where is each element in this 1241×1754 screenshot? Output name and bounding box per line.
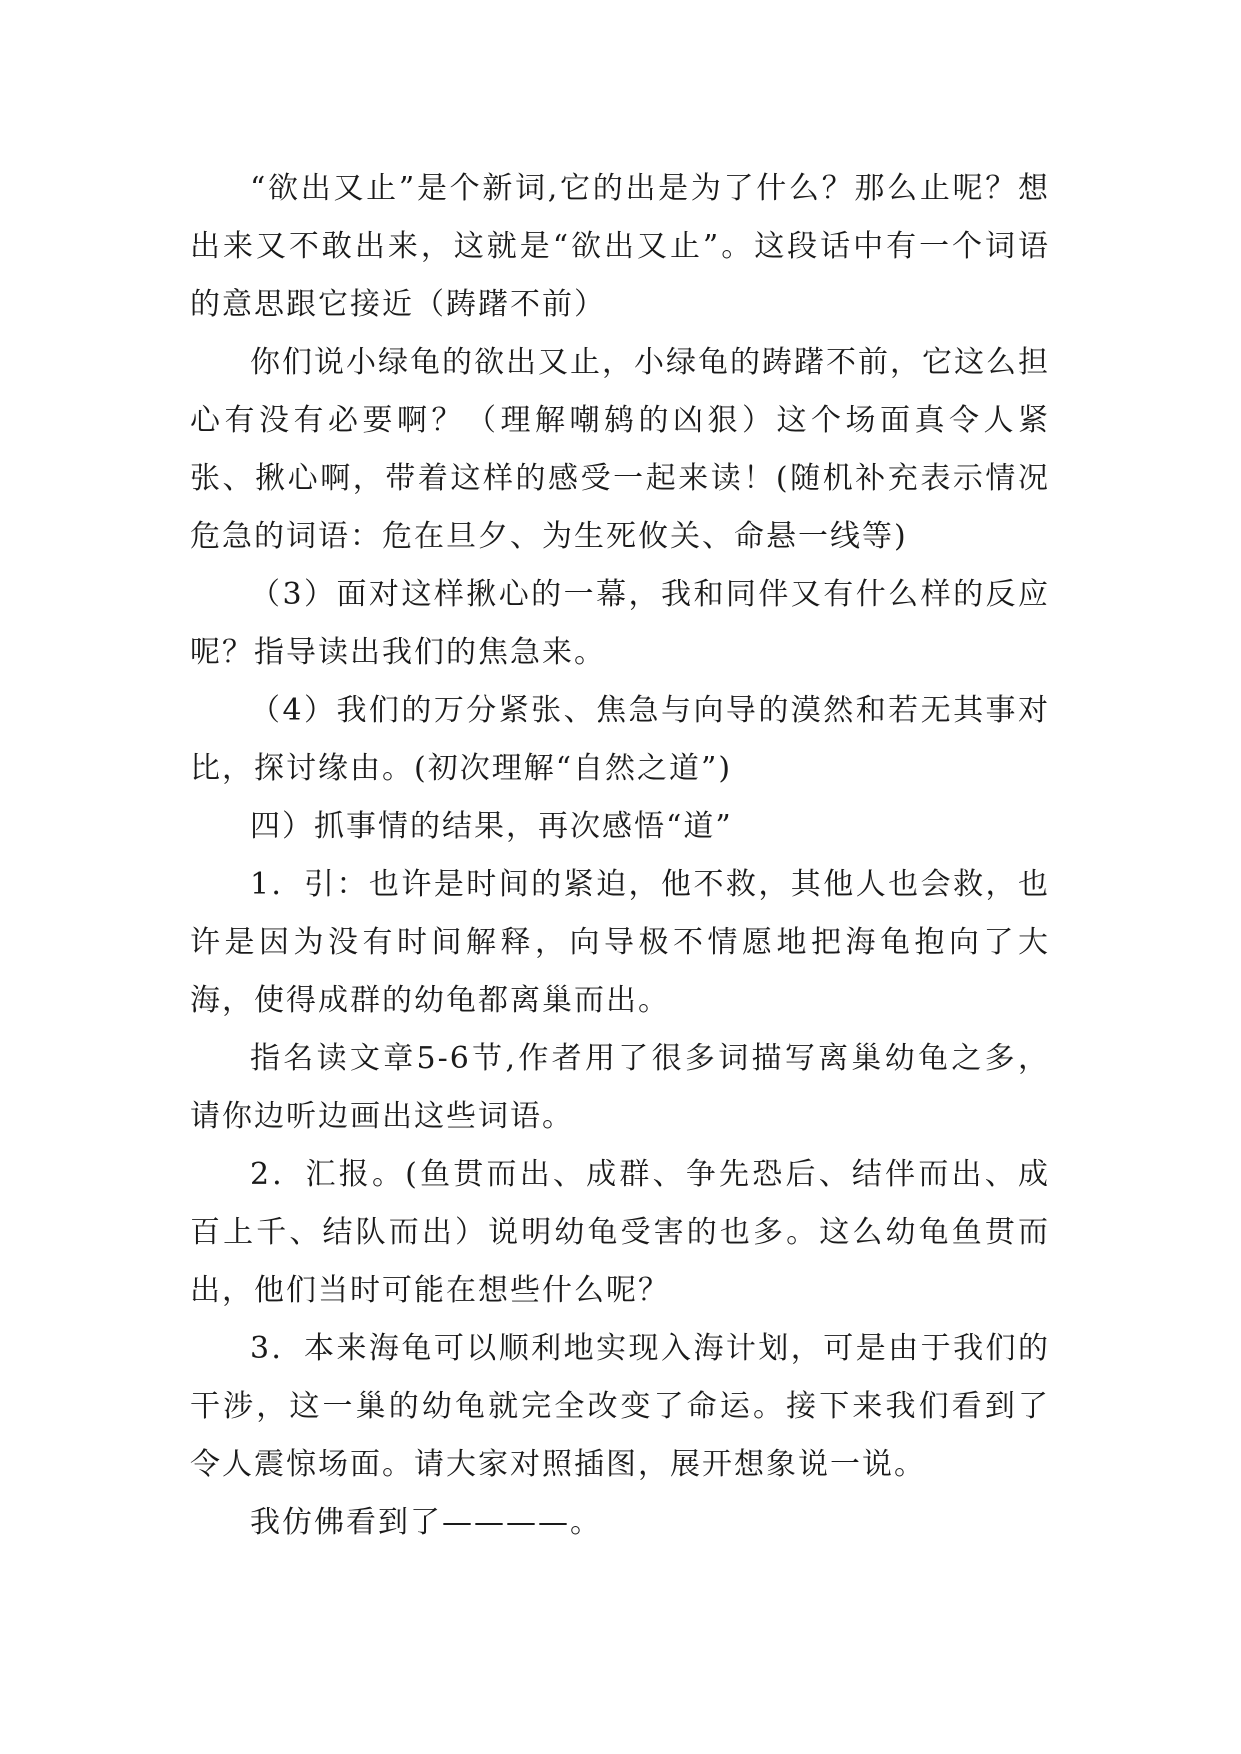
document-body (190, 160, 1050, 1552)
paragraph: 你们说小绿龟的欲出又止，小绿龟的踌躇不前，它这么担心有没有必要啊？（理解嘲鸫的凶狠）这个场面真令人紧张、揪心啊，带着这样的感受一起来读！(随机补充表示情况危急的词语：危在旦夕、为生死攸关、命悬一线等) (190, 345, 1050, 554)
paragraph: 2．汇报。(鱼贯而出、成群、争先恐后、结伴而出、成百上千、结队而出）说明幼龟受害的也多。这么幼龟鱼贯而出，他们当时可能在想些什么呢？ (190, 1157, 1050, 1308)
section-heading: 四）抓事情的结果，再次感悟“道” (250, 809, 733, 844)
paragraph: 我仿佛看到了————。 (250, 1505, 602, 1540)
paragraph: （4）我们的万分紧张、焦急与向导的漠然和若无其事对比，探讨缘由。(初次理解“自然之道”) (190, 693, 1050, 786)
paragraph: （3）面对这样揪心的一幕，我和同伴又有什么样的反应呢？指导读出我们的焦急来。 (190, 577, 1050, 670)
paragraph: 1．引：也许是时间的紧迫，他不救，其他人也会救，也许是因为没有时间解释，向导极不情愿地把海龟抱向了大海，使得成群的幼龟都离巢而出。 (190, 867, 1050, 1018)
paragraph: 指名读文章5-6节,作者用了很多词描写离巢幼龟之多，请你边听边画出这些词语。 (190, 1041, 1050, 1134)
paragraph: “欲出又止”是个新词,它的出是为了什么？那么止呢？想出来又不敢出来，这就是“欲出又止”。这段话中有一个词语的意思跟它接近（踌躇不前） (190, 171, 1050, 322)
paragraph: 3．本来海龟可以顺利地实现入海计划，可是由于我们的干涉，这一巢的幼龟就完全改变了命运。接下来我们看到了令人震惊场面。请大家对照插图，展开想象说一说。 (190, 1331, 1050, 1482)
